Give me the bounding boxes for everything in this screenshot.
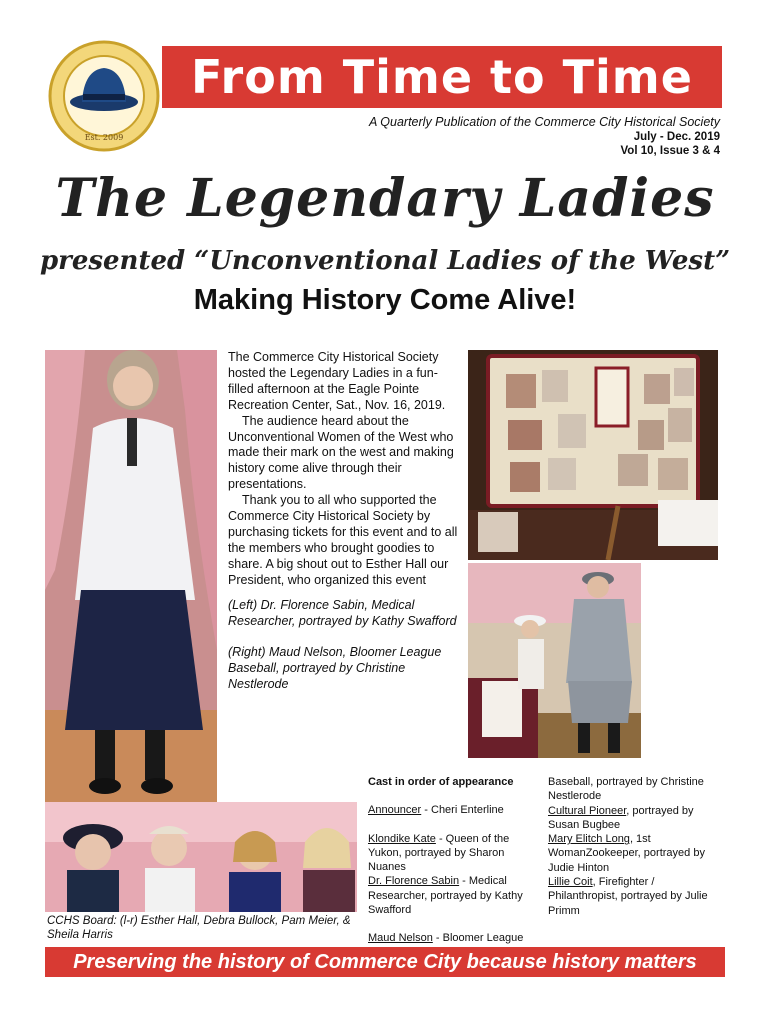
cast-desc: , 1st WomanZookeeper, portrayed by Judie Hinton (548, 833, 705, 874)
cast-name: Announcer (368, 804, 422, 817)
svg-text:Est. 2009: Est. 2009 (84, 133, 124, 142)
cast-item (548, 875, 723, 918)
cast-name: Lillie Coit (548, 876, 593, 889)
cast-desc: - Medical Researcher, portrayed by Kathy Swafford (368, 875, 523, 917)
issue-date: July - Dec. 2019 (633, 131, 720, 143)
issue-volume: Vol 10, Issue 3 & 4 (620, 145, 720, 157)
article-paragraph-3: Thank you to all who supported the Commerce City Historical Society by purchasing tickets for this event and to all the members who brought goodies to share. A big shout out to Esther Hall our President, who organized this event (228, 493, 458, 587)
cast-name: Maud Nelson (368, 932, 433, 945)
sub-heading: presented “Unconventional Ladies of the West” (39, 246, 731, 276)
cast-item (548, 804, 723, 833)
cast-name: Klondike Kate (368, 832, 436, 845)
cast-name: Mary Elitch Long (548, 833, 630, 846)
cast-desc: , Firefighter / Philanthropist, portrayed by Julie Primm (548, 876, 708, 917)
article-body (228, 350, 460, 589)
cast-item (368, 803, 538, 817)
society-logo (48, 40, 160, 152)
cast-item (368, 874, 538, 917)
publication-tagline: A Quarterly Publication of the Commerce City Historical Society (368, 115, 720, 129)
newsletter-title: From Time to Time (191, 50, 693, 104)
cast-title: Cast in order of appearance (368, 776, 514, 788)
photo-maud-nelson (468, 563, 641, 758)
cast-name: Cultural Pioneer (548, 804, 627, 817)
footer-banner (45, 947, 725, 977)
photo-cchs-board (45, 802, 357, 912)
cast-desc: , portrayed by Susan Bugbee (548, 804, 694, 831)
cast-desc: - Bloomer League (432, 932, 524, 945)
caption-left: (Left) Dr. Florence Sabin, Medical Researcher, portrayed by Kathy Swafford (228, 598, 457, 628)
cast-item (368, 931, 538, 945)
cast-name: Dr. Florence Sabin (368, 875, 460, 888)
photo-florence-sabin (45, 350, 217, 802)
footer-slogan: Preserving the history of Commerce City because history matters (73, 951, 697, 973)
cast-list-column-2 (548, 775, 723, 918)
caption-right: (Right) Maud Nelson, Bloomer League Baseball, portrayed by Christine Nestlerode (228, 644, 442, 691)
caption-board: CCHS Board: (l-r) Esther Hall, Debra Bullock, Pam Meier, & Sheila Harris (47, 915, 351, 941)
main-heading: The Legendary Ladies (55, 168, 715, 229)
tagline-heading: Making History Come Alive! (193, 284, 577, 316)
masthead-banner (162, 46, 722, 108)
photo-captions (228, 598, 460, 708)
article-paragraph-1: The Commerce City Historical Society hosted the Legendary Ladies in a fun-filled afternoon at the Eagle Pointe Recreation Center, Sat., Nov. 16, 2019. (228, 350, 446, 412)
article-paragraph-2: The audience heard about the Unconventional Women of the West who made their mark on the west and making history come alive through their presentations. (228, 413, 454, 492)
cast-item (548, 832, 723, 875)
cast-desc: - Queen of the Yukon, portrayed by Sharon Nuanes (368, 832, 510, 874)
cast-continued: Baseball, portrayed by Christine Nestlerode (548, 776, 704, 803)
cast-desc: - Cheri Enterline (421, 804, 504, 817)
photo-display-board (468, 350, 718, 560)
cast-item (368, 832, 538, 875)
cast-list-column-1 (368, 775, 538, 946)
